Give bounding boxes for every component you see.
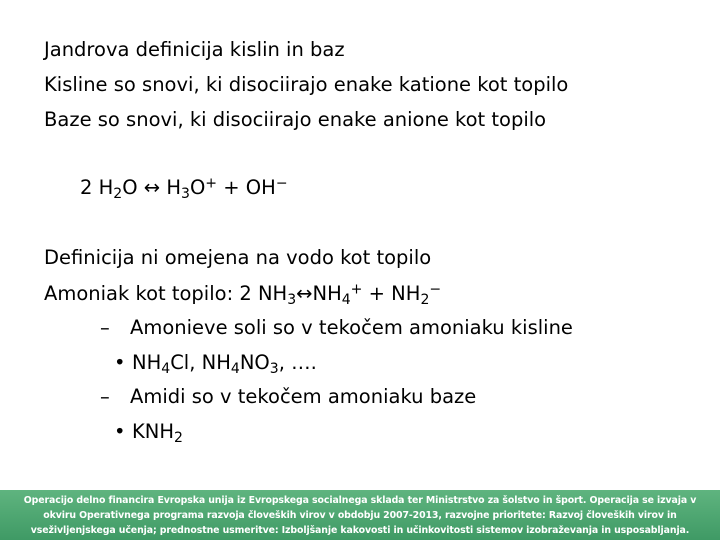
title-rest: definicija kislin in baz bbox=[129, 38, 345, 61]
sub-item-text: Amonieve soli so v tekočem amoniaku kisline bbox=[130, 316, 573, 339]
eq-sup: − bbox=[275, 175, 288, 192]
eq-o: O bbox=[122, 176, 144, 199]
ammonia-sup: − bbox=[429, 281, 442, 298]
slide-title bbox=[44, 38, 345, 62]
bullet-text: KNH bbox=[132, 420, 175, 443]
eq-rest: + OH bbox=[217, 176, 276, 199]
eq-sup: + bbox=[205, 175, 218, 192]
equilibrium-arrow-icon: ↔ bbox=[296, 282, 313, 305]
bullet-text: NO bbox=[239, 351, 270, 374]
line-not-limited: Definicija ni omejena na vodo kot topilo bbox=[44, 246, 432, 269]
ammonia-nh: NH bbox=[312, 282, 342, 305]
bullet-text: , …. bbox=[278, 351, 317, 374]
line-acids: Kisline so snovi, ki disociirajo enake katione kot topilo bbox=[44, 73, 569, 96]
ammonia-mid: + NH bbox=[362, 282, 421, 305]
bullet-examples-amides bbox=[114, 420, 183, 444]
sub-item-text: Amidi so v tekočem amoniaku baze bbox=[130, 385, 477, 408]
bullet-sub: 4 bbox=[161, 360, 171, 377]
water-equation bbox=[80, 176, 288, 200]
bullet-sub: 2 bbox=[174, 429, 183, 446]
bullet-text: Cl, NH bbox=[170, 351, 231, 374]
bullet-sub: 3 bbox=[269, 360, 279, 377]
ammonia-sup: + bbox=[350, 281, 363, 298]
line-bases: Baze so snovi, ki disociirajo enake anione kot topilo bbox=[44, 108, 547, 131]
ammonia-sub: 2 bbox=[420, 291, 430, 308]
footer-line-2: okviru Operativnega programa razvoja človeških virov v obdobju 2007-2013, razvojne prioritete: Razvoj človeških virov in bbox=[43, 510, 677, 521]
sub-item-ammonium-salts bbox=[100, 316, 573, 340]
dash-icon: – bbox=[100, 316, 110, 339]
title-bold: Jandrova bbox=[44, 38, 130, 61]
ammonia-sub: 3 bbox=[287, 291, 297, 308]
equilibrium-arrow-icon: ↔ bbox=[143, 176, 161, 199]
sub-item-amides bbox=[100, 385, 476, 409]
bullet-text: NH bbox=[132, 351, 162, 374]
dash-icon: – bbox=[100, 385, 110, 408]
eq-sub: 2 bbox=[113, 185, 123, 202]
ammonia-prefix: Amoniak kot topilo: 2 NH bbox=[44, 282, 288, 305]
footer-line-3: vseživljenjskega učenja; prednostne usmeritve: Izboljšanje kakovosti in učinkovitosti sistemov izobraževanja in usposabljanja. bbox=[30, 525, 690, 536]
ammonia-line bbox=[44, 282, 441, 306]
bullet-sub: 4 bbox=[230, 360, 240, 377]
bullet-icon: • bbox=[114, 420, 126, 443]
footer-line-1: Operacijo delno financira Evropska unija iz Evropskega socialnega sklada ter Ministrstvo za šolstvo in šport. Operacija se izvaja v bbox=[23, 495, 697, 506]
eq-sub: 3 bbox=[181, 185, 190, 202]
funding-footer bbox=[0, 490, 720, 540]
eq-o2: O bbox=[189, 176, 206, 199]
ammonia-sub: 4 bbox=[341, 291, 351, 308]
bullet-examples-salts bbox=[114, 351, 317, 375]
eq-coef: 2 H bbox=[80, 176, 114, 199]
eq-h: H bbox=[160, 176, 181, 199]
bullet-icon: • bbox=[114, 351, 126, 374]
